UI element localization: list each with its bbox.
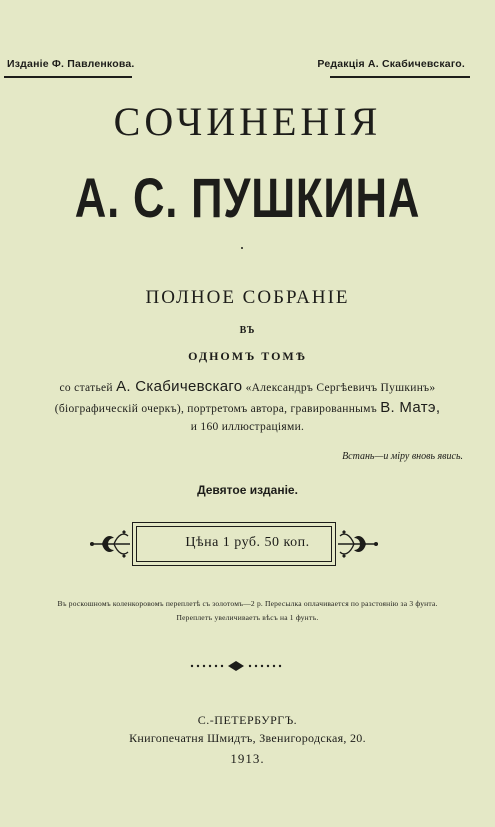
editor-label: Редакцiя А. Скабичевскаго. (317, 58, 465, 70)
body-line-3: и 160 иллюстрацiями. (190, 421, 305, 433)
body-text-skabichevsky: А. Скабичевскаго (116, 378, 243, 395)
subtitle-one-volume: ОДНОМЪ ТОМѢ (188, 349, 307, 363)
title-author: А. С. ПУШКИНА (74, 166, 421, 229)
imprint-press: Книгопечатня Шмидтъ, Звенигородская, 20. (129, 731, 366, 745)
binding-note-line-2: Переплетъ увеличиваетъ вѣсъ на 1 фунтъ. (176, 613, 319, 622)
imprint-year: 1913. (230, 751, 265, 766)
publisher-rule (4, 76, 132, 78)
body-line-2 (0, 399, 495, 416)
body-text-with-article: со статьей (59, 382, 113, 394)
price-label: Цѣна 1 руб. 50 коп. (185, 535, 310, 550)
body-text-mate: В. Матэ, (380, 399, 441, 416)
body-text-biography: (бiографическiй очеркъ), портретомъ автора, гравированнымъ (54, 403, 377, 415)
subtitle-in: ВЪ (239, 325, 256, 336)
publisher-label: Изданiе Ф. Павленкова. (7, 58, 135, 70)
right-ornament-icon (336, 528, 380, 560)
binding-note-line-1: Въ роскошномъ коленкоровомъ переплетѣ съ золотомъ—2 р. Пересылка оплачивается по разстоянiю за 3 фунта. (57, 599, 438, 608)
title-works: СОЧИНЕНIЯ (113, 99, 382, 144)
divider-ornament-icon (188, 660, 284, 672)
body-text-article-title: «Александръ Сергѣевичъ Пушкинъ» (245, 382, 436, 394)
epigraph: Встань—и мiру вновь явись. (342, 451, 463, 462)
edition-label: Девятое изданiе. (197, 483, 298, 497)
editor-rule (330, 76, 470, 78)
subtitle-complete-collection: ПОЛНОЕ СОБРАНIЕ (145, 287, 350, 308)
imprint-city: С.-ПЕТЕРБУРГЪ. (197, 713, 298, 727)
ornament-dot (241, 247, 243, 249)
body-line-1 (0, 378, 495, 395)
